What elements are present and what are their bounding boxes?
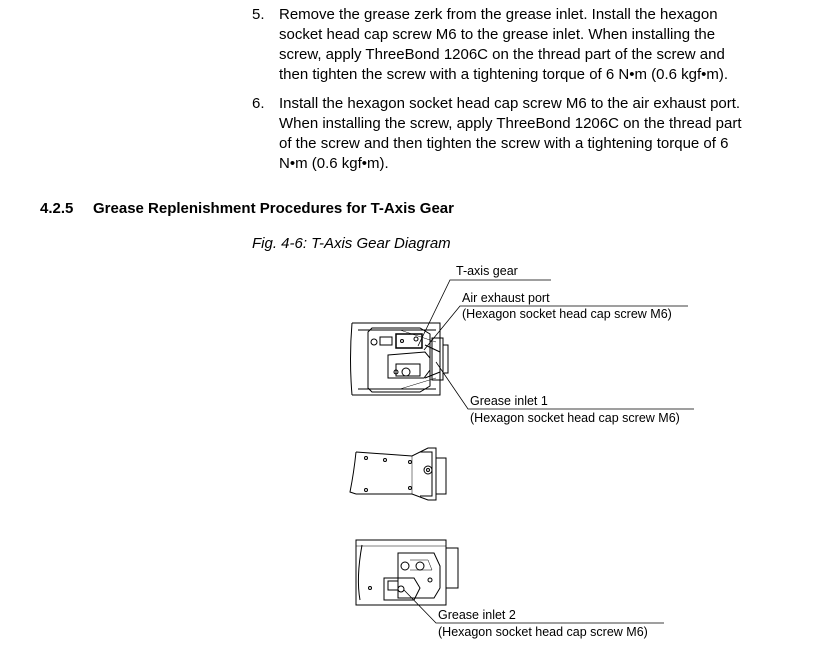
label-grease-inlet-2: Grease inlet 2	[438, 608, 516, 622]
step-line: Remove the grease zerk from the grease inlet. Install the hexagon	[279, 6, 718, 23]
side-view-drawing	[350, 448, 446, 500]
step-line: socket head cap screw M6 to the grease inlet. When installing the	[279, 26, 716, 43]
label-t-axis-gear: T-axis gear	[456, 264, 518, 278]
leader-lines	[404, 280, 694, 623]
label-grease-inlet-2-screw: (Hexagon socket head cap screw M6)	[438, 625, 648, 639]
step-line: N•m (0.6 kgf•m).	[279, 155, 389, 172]
bottom-view-drawing	[356, 540, 458, 605]
step-line: When installing the screw, apply ThreeBond 1206C on the thread part	[279, 115, 742, 132]
step-line: screw, apply ThreeBond 1206C on the thread part of the screw and	[279, 46, 725, 63]
label-air-exhaust-port-screw: (Hexagon socket head cap screw M6)	[462, 307, 672, 321]
top-view-drawing	[351, 323, 449, 395]
step-number: 5.	[252, 6, 265, 23]
step-number: 6.	[252, 95, 265, 112]
figure-caption: Fig. 4-6: T-Axis Gear Diagram	[252, 235, 451, 252]
section-number: 4.2.5	[40, 200, 74, 217]
section-title: Grease Replenishment Procedures for T-Axis Gear	[93, 200, 454, 217]
step-line: Install the hexagon socket head cap screw M6 to the air exhaust port.	[279, 95, 741, 112]
label-air-exhaust-port: Air exhaust port	[462, 291, 550, 305]
label-grease-inlet-1-screw: (Hexagon socket head cap screw M6)	[470, 411, 680, 425]
step-line: then tighten the screw with a tightening torque of 6 N•m (0.6 kgf•m).	[279, 66, 729, 83]
label-grease-inlet-1: Grease inlet 1	[470, 394, 548, 408]
step-line: of the screw and then tighten the screw with a tightening torque of 6	[279, 135, 729, 152]
